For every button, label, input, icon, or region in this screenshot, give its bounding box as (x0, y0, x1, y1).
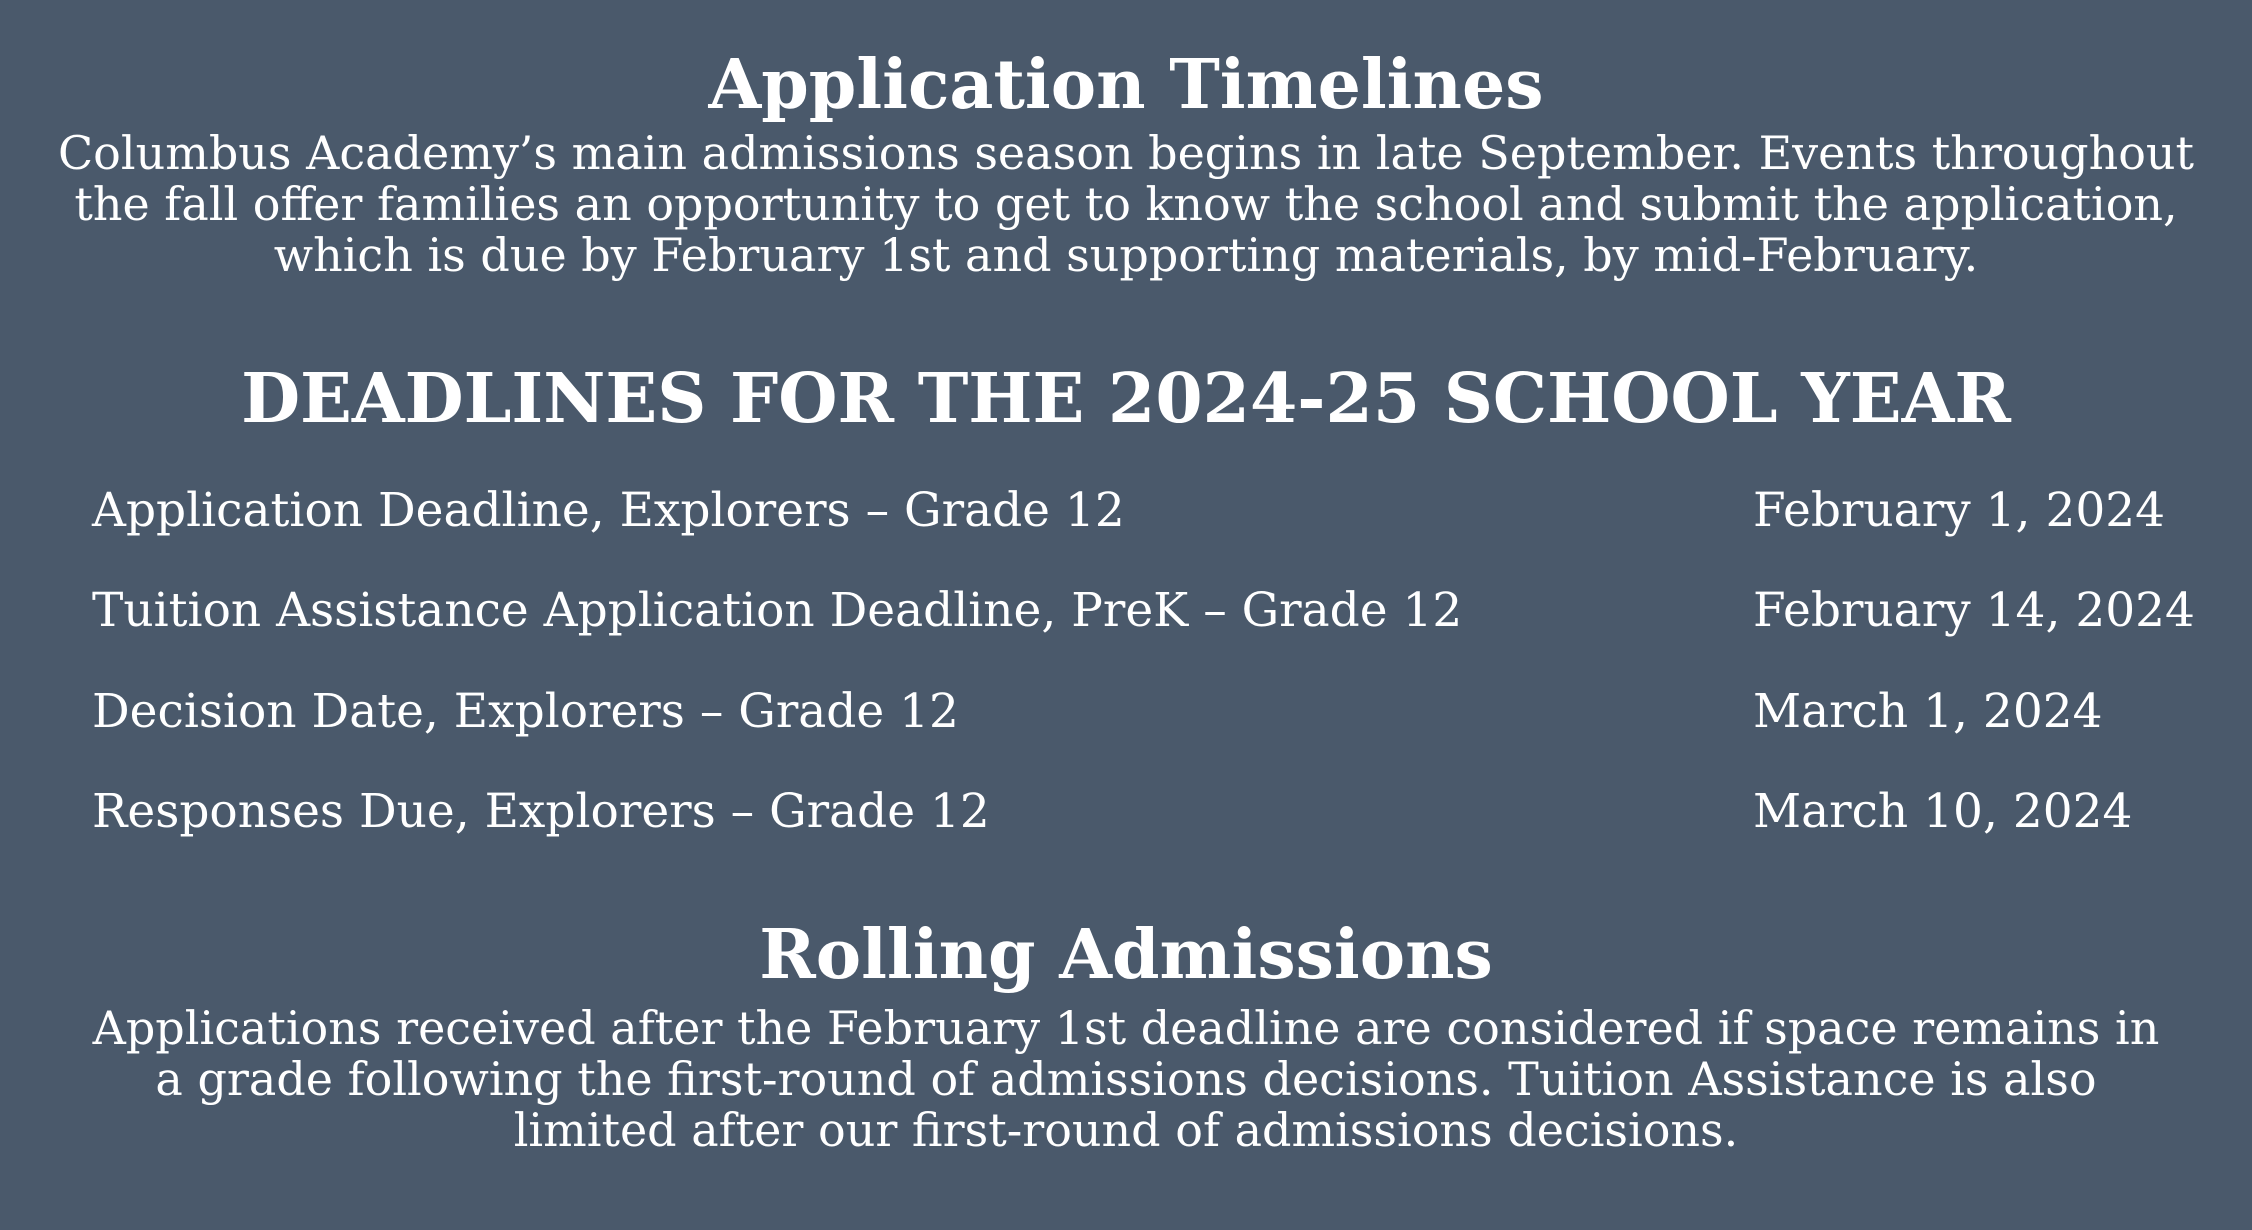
deadline-date: March 1, 2024 (1753, 684, 2103, 739)
deadlines-heading: DEADLINES FOR THE 2024-25 SCHOOL YEAR (241, 359, 2011, 439)
deadline-date: February 14, 2024 (1753, 583, 2195, 638)
deadline-row-application (0, 476, 2252, 546)
deadline-date: February 1, 2024 (1753, 483, 2166, 538)
rolling-admissions-paragraph: Applications received after the February 1st deadline are considered if space remains in a grade following the first-round of admissions decisions. Tuition Assistance is also limited after our first-round of admissions decisions. (92, 1001, 2160, 1157)
deadline-row-decision-date (0, 677, 2252, 747)
deadline-date: March 10, 2024 (1753, 784, 2133, 839)
deadline-label: Decision Date, Explorers – Grade 12 (92, 684, 959, 739)
deadline-row-tuition-assistance (0, 576, 2252, 646)
deadline-label: Responses Due, Explorers – Grade 12 (92, 784, 990, 839)
deadline-label: Application Deadline, Explorers – Grade 12 (92, 483, 1125, 538)
application-timelines-heading: Application Timelines (708, 45, 1544, 125)
timelines-intro-paragraph: Columbus Academy’s main admissions season begins in late September. Events throughout the fall offer families an opportunity to get to know the school and submit the application, which is due by February 1st and supporting materials, by mid-February. (57, 126, 2195, 282)
rolling-admissions-heading: Rolling Admissions (759, 915, 1493, 995)
deadline-row-responses-due (0, 777, 2252, 847)
deadline-label: Tuition Assistance Application Deadline, PreK – Grade 12 (92, 583, 1463, 638)
